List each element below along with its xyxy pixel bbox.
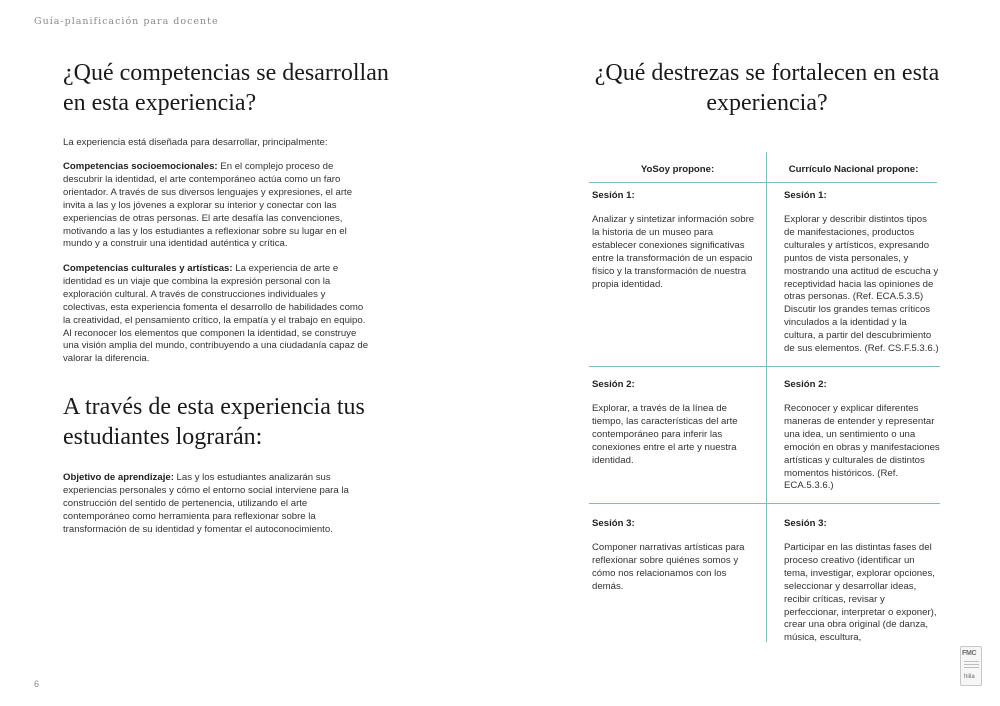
- curriculo-cell: Participar en las distintas fases del proceso creativo (identificar un tema, investigar, explorar opciones, seleccionar y desarrollar ideas, recibir críticas, revisar y perfeccionar, interpretar o exponer), crear una obra original (de danza, música, escultura,: [784, 542, 937, 644]
- curriculo-cell: Reconocer y explicar diferentes maneras de entender y representar una idea, un sentimiento o una emoción en obras y manifestaciones artísticas y culturales de distintos momentos históricos. (Ref. ECA.5.3.6.): [784, 403, 940, 492]
- cultural-paragraph: [63, 263, 371, 366]
- table-header-curriculo: Currículo Nacional propone:: [788, 164, 919, 175]
- heading-destrezas: ¿Qué destrezas se fortalecen en esta experiencia?: [594, 60, 940, 116]
- heading-competencias: ¿Qué competencias se desarrollan en esta experiencia?: [63, 60, 389, 116]
- table-row-rule: [589, 503, 940, 504]
- session-label: Sesión 1:: [592, 190, 635, 201]
- curriculo-cell: Explorar y describir distintos tipos de manifestaciones, productos culturales y artísticos, expresando puntos de vista personales, y mostrando una actitud de escucha y receptividad hacia las opiniones de otras personas. (Ref. ECA.5.3.5) Discutir los grandes temas críticos vinculados a la identidad y la cultura, a partir del descubrimiento de sus elementos. (Ref. CS.F.5.3.6.): [784, 214, 939, 355]
- table-header-yosoy: YoSoy propone:: [640, 164, 715, 175]
- socioemotional-label: Competencias socioemocionales:: [63, 161, 218, 172]
- logo-text: FMC: [962, 650, 977, 657]
- objective-label: Objetivo de aprendizaje:: [63, 472, 174, 483]
- objective-paragraph: [63, 472, 371, 537]
- session-label: Sesión 1:: [784, 190, 827, 201]
- socioemotional-text: En el complejo proceso de descubrir la identidad, el arte contemporáneo actúa como un faro orientador. A través de sus diversos lenguajes y expresiones, el arte invita a las y los jóvenes a explorar su interior y conectar con las experiencias de otras personas. El arte desafía las convenciones, motivando a las y los estudiantes a reflexionar sobre su lugar en el mundo y a construir una identidad auténtica y crítica.: [63, 161, 353, 250]
- running-head: Guía-planificación para docente: [34, 16, 219, 27]
- page-number: 6: [34, 679, 40, 689]
- socioemotional-paragraph: [63, 161, 371, 251]
- intro-paragraph: La experiencia está diseñada para desarrollar, principalmente:: [63, 137, 328, 148]
- cultural-label: Competencias culturales y artísticas:: [63, 263, 233, 274]
- yosoy-cell: Componer narrativas artísticas para reflexionar sobre quiénes somos y cómo nos relacionamos con los demás.: [592, 542, 745, 592]
- yosoy-cell: Analizar y sintetizar información sobre la historia de un museo para establecer conexiones significativas entre la transformación de un espacio físico y la transformación de nuestra propia identidad.: [592, 214, 755, 290]
- table-column-divider: [766, 152, 767, 642]
- logo-line: [964, 667, 979, 668]
- cultural-text: La experiencia de arte e identidad es un viaje que combina la expresión personal con la exploración cultural. A través de construcciones individuales y colectivas, esta experiencia fomenta el desarrollo de habilidades como la creatividad, el pensamiento crítico, la empatía y el trabajo en equipo. Al reconocer los elementos que componen la identidad, se construye una visión amplia del mundo, contribuyendo a una ciudadanía capaz de valorar la diferencia.: [63, 263, 369, 365]
- table-row-rule: [589, 366, 940, 367]
- heading-traves: A través de esta experiencia tus estudiantes lograrán:: [63, 394, 365, 450]
- table-header-rule: [589, 182, 937, 183]
- fmc-logo: [960, 646, 982, 686]
- session-label: Sesión 3:: [592, 518, 635, 529]
- yosoy-cell: Explorar, a través de la línea de tiempo, las características del arte contemporáneo para inferir las conexiones entre el arte y nuestra identidad.: [592, 403, 738, 466]
- session-label: Sesión 2:: [784, 379, 827, 390]
- objective-text: Las y los estudiantes analizarán sus experiencias personales y cómo el entorno social interviene para la construcción del sentido de pertenencia, utilizando el arte contemporáneo como herramienta para reflexionar sobre la transformación de su identidad y fomentar el autoconocimiento.: [63, 472, 349, 535]
- logo-line: [964, 661, 979, 662]
- session-label: Sesión 3:: [784, 518, 827, 529]
- logo-subtext: hiila: [964, 674, 975, 680]
- session-label: Sesión 2:: [592, 379, 635, 390]
- skills-table: [589, 152, 940, 642]
- logo-line: [964, 664, 979, 665]
